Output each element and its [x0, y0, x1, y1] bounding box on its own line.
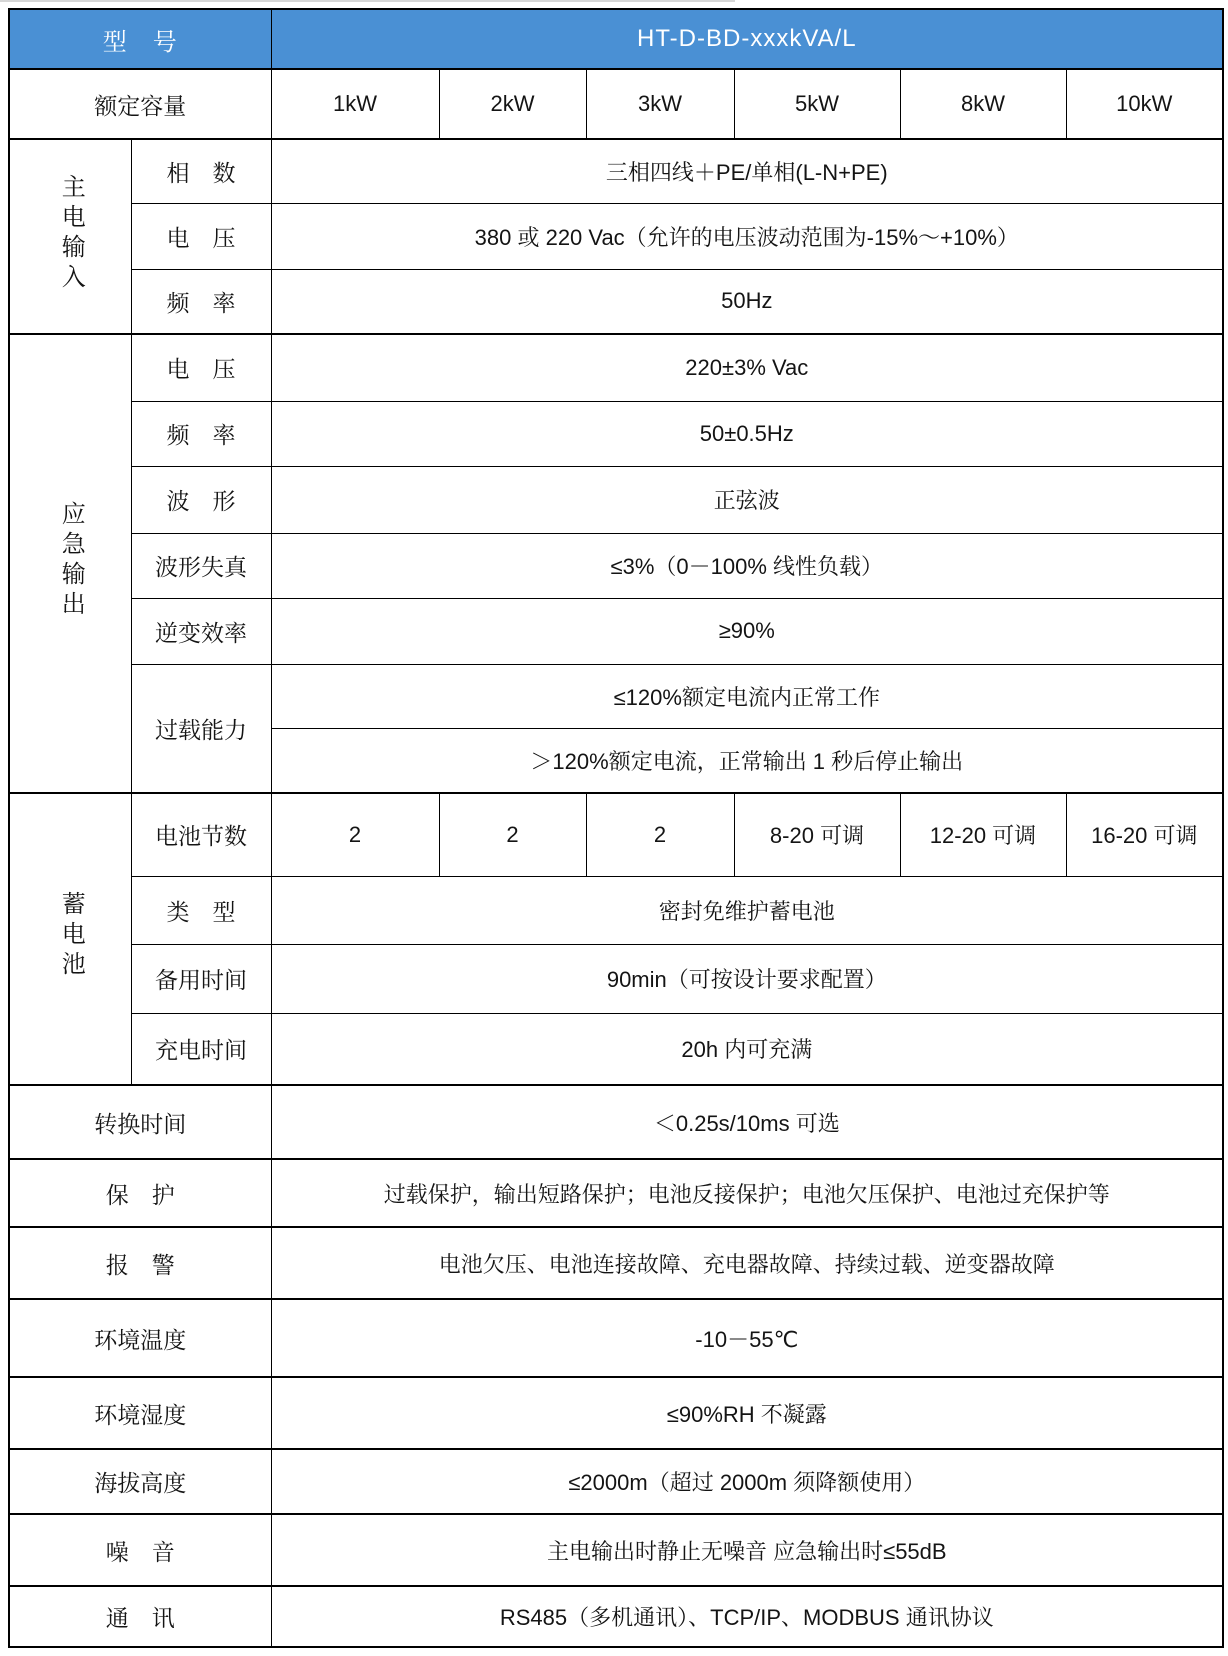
capacity-value-cell: 2kW [439, 69, 586, 139]
row-value-cell: 20h 内可充满 [271, 1013, 1223, 1085]
alarm-row [9, 1227, 1223, 1299]
battery-type-row [9, 876, 1223, 944]
capacity-label-cell: 额定容量 [9, 69, 271, 139]
emergency-voltage-row [9, 334, 1223, 401]
capacity-value-cell: 1kW [271, 69, 439, 139]
row-value-cell: 50±0.5Hz [271, 401, 1223, 466]
row-label-cell: 充电时间 [131, 1013, 271, 1085]
row-value-cell: 电池欠压、电池连接故障、充电器故障、持续过载、逆变器故障 [271, 1227, 1223, 1299]
group-label-battery: 蓄电池 [57, 891, 85, 981]
battery-charge-time-row [9, 1013, 1223, 1085]
row-value-cell: 220±3% Vac [271, 334, 1223, 401]
emergency-distortion-row [9, 533, 1223, 598]
row-label-cell: 环境湿度 [9, 1377, 271, 1449]
model-label-cell: 型 号 [9, 9, 271, 69]
row-label-cell: 波 形 [131, 466, 271, 533]
row-label-cell: 频 率 [131, 269, 271, 334]
battery-cells-value-cell: 2 [439, 793, 586, 876]
capacity-row [9, 69, 1223, 139]
overload-row-1 [9, 664, 1223, 728]
group-cell-main-input [9, 139, 131, 334]
altitude-row [9, 1449, 1223, 1514]
main-input-voltage-row [9, 203, 1223, 269]
row-label-cell: 环境温度 [9, 1299, 271, 1377]
main-input-frequency-row [9, 269, 1223, 334]
noise-row [9, 1514, 1223, 1586]
row-label-cell: 电池节数 [131, 793, 271, 876]
transfer-time-row [9, 1085, 1223, 1159]
battery-backup-time-row [9, 944, 1223, 1013]
row-value-cell: 正弦波 [271, 466, 1223, 533]
emergency-frequency-row [9, 401, 1223, 466]
row-label-cell: 电 压 [131, 203, 271, 269]
emergency-efficiency-row [9, 598, 1223, 664]
row-label-cell: 保 护 [9, 1159, 271, 1227]
capacity-value-cell: 10kW [1066, 69, 1223, 139]
row-value-cell: 50Hz [271, 269, 1223, 334]
battery-cells-row [9, 793, 1223, 876]
row-value-cell: 三相四线＋PE/单相(L-N+PE) [271, 139, 1223, 203]
row-label-cell: 逆变效率 [131, 598, 271, 664]
group-cell-emergency-output [9, 334, 131, 793]
battery-cells-value-cell: 2 [271, 793, 439, 876]
row-label-cell: 报 警 [9, 1227, 271, 1299]
row-label-cell: 通 讯 [9, 1586, 271, 1647]
communication-row [9, 1586, 1223, 1647]
battery-cells-value-cell: 8-20 可调 [734, 793, 900, 876]
group-label-main-input: 主电输入 [57, 173, 85, 294]
group-cell-battery [9, 793, 131, 1085]
row-label-cell: 频 率 [131, 401, 271, 466]
row-label-cell: 相 数 [131, 139, 271, 203]
main-input-phase-row [9, 139, 1223, 203]
page-edge-artifact [0, 0, 735, 2]
row-value-cell: 90min（可按设计要求配置） [271, 944, 1223, 1013]
battery-cells-value-cell: 16-20 可调 [1066, 793, 1223, 876]
row-label-cell: 波形失真 [131, 533, 271, 598]
battery-cells-value-cell: 12-20 可调 [900, 793, 1066, 876]
ambient-temperature-row [9, 1299, 1223, 1377]
battery-cells-value-cell: 2 [586, 793, 734, 876]
row-value-cell: ≤2000m（超过 2000m 须降额使用） [271, 1449, 1223, 1514]
row-value-cell: 主电输出时静止无噪音 应急输出时≤55dB [271, 1514, 1223, 1586]
spec-table [8, 8, 1224, 1648]
group-label-emergency-output: 应急输出 [57, 500, 85, 621]
row-value-cell: RS485（多机通讯）、TCP/IP、MODBUS 通讯协议 [271, 1586, 1223, 1647]
capacity-value-cell: 8kW [900, 69, 1066, 139]
capacity-value-cell: 5kW [734, 69, 900, 139]
row-label-cell: 转换时间 [9, 1085, 271, 1159]
emergency-waveform-row [9, 466, 1223, 533]
row-label-cell: 噪 音 [9, 1514, 271, 1586]
row-value-cell: -10－55℃ [271, 1299, 1223, 1377]
row-label-cell: 过载能力 [131, 664, 271, 793]
row-value-cell: 过载保护，输出短路保护；电池反接保护；电池欠压保护、电池过充保护等 [271, 1159, 1223, 1227]
row-value-cell: ≤90%RH 不凝露 [271, 1377, 1223, 1449]
row-value-cell: ≥90% [271, 598, 1223, 664]
model-row [9, 9, 1223, 69]
row-value-cell: 380 或 220 Vac（允许的电压波动范围为-15%～+10%） [271, 203, 1223, 269]
row-label-cell: 备用时间 [131, 944, 271, 1013]
row-value-cell: ≤3%（0－100% 线性负载） [271, 533, 1223, 598]
row-value-cell: ＞120%额定电流，正常输出 1 秒后停止输出 [271, 728, 1223, 793]
row-label-cell: 电 压 [131, 334, 271, 401]
protection-row [9, 1159, 1223, 1227]
row-value-cell: 密封免维护蓄电池 [271, 876, 1223, 944]
row-label-cell: 类 型 [131, 876, 271, 944]
row-label-cell: 海拔高度 [9, 1449, 271, 1514]
row-value-cell: ≤120%额定电流内正常工作 [271, 664, 1223, 728]
capacity-value-cell: 3kW [586, 69, 734, 139]
row-value-cell: ＜0.25s/10ms 可选 [271, 1085, 1223, 1159]
model-value-cell: HT-D-BD-xxxkVA/L [271, 9, 1223, 69]
ambient-humidity-row [9, 1377, 1223, 1449]
